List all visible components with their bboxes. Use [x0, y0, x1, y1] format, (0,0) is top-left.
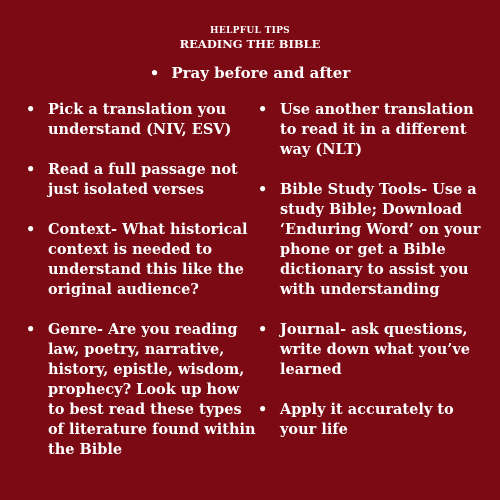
kicker: HELPFUL TIPS [210, 26, 290, 36]
tip-text: Pick a translation you understand (NIV, ESV) [48, 101, 232, 138]
tip-text: Journal- ask questions, write down what you’ve learned [280, 321, 470, 378]
tip-text: Apply it accurately to your life [280, 401, 454, 438]
bullet-icon: • [26, 221, 36, 238]
tip-text: Read a full passage not just isolated verses [48, 161, 238, 198]
header [0, 26, 500, 51]
bullet-icon: • [26, 321, 36, 338]
tip-item [258, 100, 488, 160]
page-title: READING THE BIBLE [179, 37, 321, 51]
bullet-icon: • [258, 181, 268, 198]
tip-text: Context- What historical context is needed to understand this like the original audience? [48, 221, 248, 298]
bullet-icon: • [149, 64, 160, 82]
tip-text: Use another translation to read it in a different way (NLT) [280, 101, 474, 158]
top-tip-text: Pray before and after [171, 64, 351, 82]
right-column [258, 100, 488, 438]
tip-item [26, 100, 256, 140]
tip-item [26, 160, 256, 200]
left-column [26, 100, 256, 458]
tip-text: Genre- Are you reading law, poetry, narrative, history, epistle, wisdom, prophecy? Look up how to best read these types of literature found within the Bible [48, 321, 256, 458]
tip-item [26, 320, 256, 460]
bullet-icon: • [258, 101, 268, 118]
bullet-icon: • [258, 321, 268, 338]
tip-text: Bible Study Tools- Use a study Bible; Download ‘Enduring Word’ on your phone or get a Bible dictionary to assist you with understanding [280, 181, 481, 298]
bullet-icon: • [26, 101, 36, 118]
tip-item [258, 180, 488, 300]
tip-item [258, 320, 488, 380]
bullet-icon: • [26, 161, 36, 178]
bullet-icon: • [258, 401, 268, 418]
tip-item [258, 400, 488, 440]
top-tip [0, 64, 500, 82]
tip-item [26, 220, 256, 300]
